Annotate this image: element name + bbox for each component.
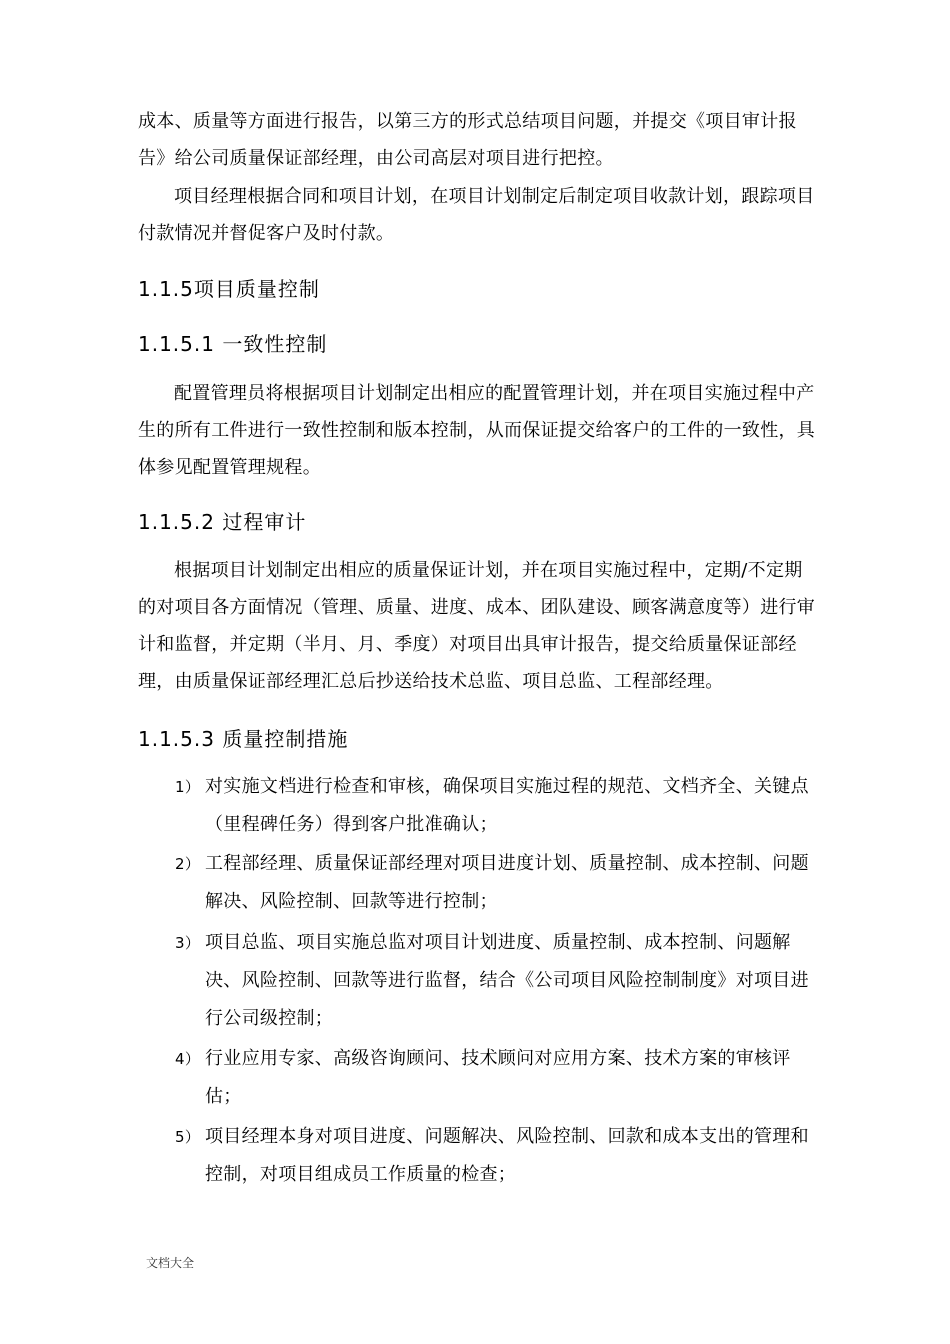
paragraph-process-audit: 根据项目计划制定出相应的质量保证计划，并在项目实施过程中，定期/不定期的对项目各方面情况（管理、质量、进度、成本、团队建设、顾客满意度等）进行审计和监督，并定期（半月、月、季度）对项目出具审计报告，提交给质量保证部经理，由质量保证部经理汇总后抄送给技术总监、项目总监、工程部经理。 [138, 560, 816, 692]
list-item-number: 2） [175, 855, 201, 873]
heading-1-1-5: 1.1.5项目质量控制 [138, 277, 320, 301]
list-item-number: 4） [175, 1050, 201, 1068]
list-item [175, 924, 818, 1038]
heading-1-1-5-1: 1.1.5.1 一致性控制 [138, 332, 328, 356]
list-item-text: 项目经理本身对项目进度、问题解决、风险控制、回款和成本支出的管理和控制，对项目组成员工作质量的检查； [205, 1126, 809, 1185]
list-item-text: 对实施文档进行检查和审核，确保项目实施过程的规范、文档齐全、关键点（里程碑任务）得到客户批准确认； [205, 776, 809, 835]
page-footer: 文档大全 [146, 1256, 195, 1270]
list-item [175, 845, 818, 921]
list-item-text: 项目总监、项目实施总监对项目计划进度、质量控制、成本控制、问题解决、风险控制、回款等进行监督，结合《公司项目风险控制制度》对项目进行公司级控制； [205, 932, 809, 1029]
paragraph-payment-plan: 项目经理根据合同和项目计划，在项目计划制定后制定项目收款计划，跟踪项目付款情况并督促客户及时付款。 [138, 186, 815, 244]
list-item-number: 1） [175, 778, 201, 796]
paragraph-audit-report: 成本、质量等方面进行报告，以第三方的形式总结项目问题，并提交《项目审计报告》给公司质量保证部经理，由公司高层对项目进行把控。 [138, 111, 797, 169]
list-item [175, 1118, 818, 1194]
heading-1-1-5-3: 1.1.5.3 质量控制措施 [138, 727, 349, 751]
list-item-text: 行业应用专家、高级咨询顾问、技术顾问对应用方案、技术方案的审核评估； [205, 1048, 791, 1107]
heading-1-1-5-2: 1.1.5.2 过程审计 [138, 510, 307, 534]
list-item [175, 1040, 818, 1116]
list-item-number: 5） [175, 1128, 201, 1146]
paragraph-consistency: 配置管理员将根据项目计划制定出相应的配置管理计划，并在项目实施过程中产生的所有工件进行一致性控制和版本控制，从而保证提交给客户的工件的一致性，具体参见配置管理规程。 [138, 383, 816, 478]
list-item-text: 工程部经理、质量保证部经理对项目进度计划、质量控制、成本控制、问题解决、风险控制、回款等进行控制； [205, 853, 809, 912]
list-item [175, 768, 818, 844]
list-item-number: 3） [175, 934, 201, 952]
